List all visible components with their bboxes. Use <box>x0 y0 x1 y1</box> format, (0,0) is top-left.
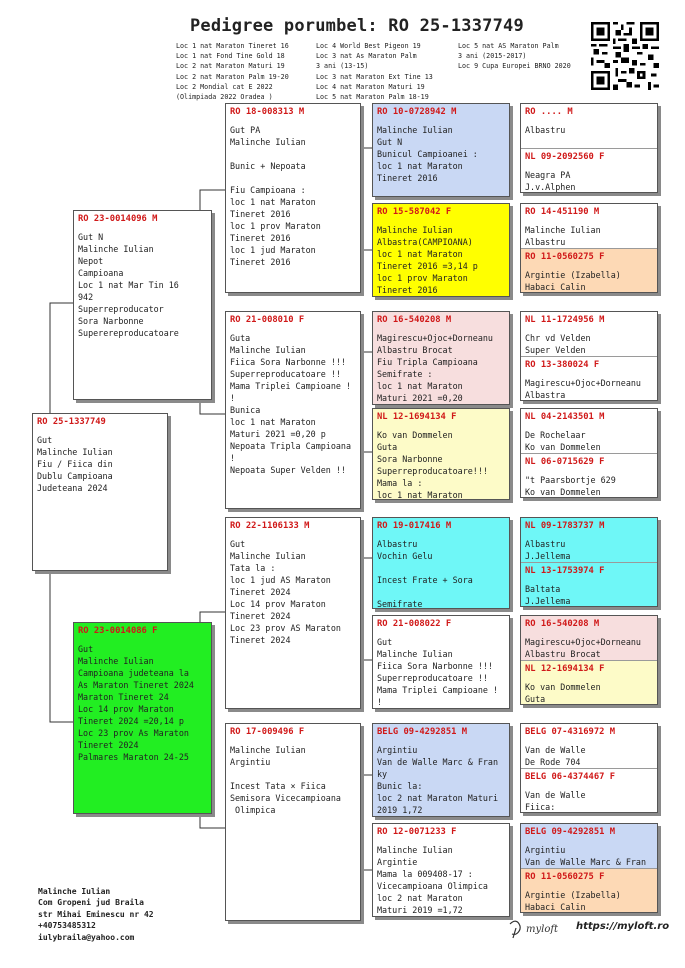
pigeon-card-pair <box>520 408 658 498</box>
pigeon-description: "t Paarsbortje 629 Ko van Dommelen <box>525 475 616 497</box>
pigeon-card-gg3[interactable] <box>372 311 510 405</box>
pigeon-ring-number: BELG 09-4292851 M <box>377 727 468 737</box>
pigeon-card-ggg2[interactable] <box>521 149 657 192</box>
pigeon-description: Gut Malinche Iulian Tata la : loc 1 jud AS Maraton Tineret 2024 Loc 14 prov Maraton Tineret 2024 Loc 23 prov AS Maraton Tineret 2024 <box>230 539 341 645</box>
pigeon-description: Neagra PA J.v.Alphen <box>525 170 576 192</box>
pigeon-card-ggg14[interactable] <box>521 769 657 812</box>
pigeon-ring-number: RO 25-1337749 <box>37 417 106 427</box>
pigeon-card-main[interactable] <box>32 413 168 571</box>
awards-column-1: Loc 1 nat Maraton Tineret 16 Loc 1 nat Fond Tine Gold 18 Loc 2 nat Maraton Maturi 19 Loc 2 nat Maraton Palm 19-20 Loc 2 Mondial cat E 2022 (Olimpiada 2022 Oradea ) <box>176 42 289 102</box>
pigeon-card-sire[interactable] <box>73 210 212 400</box>
pigeon-description: Gut Malinche Iulian Fiica Sora Narbonne !!! Superreproducatoare !! Mama Triplei Campioane ! ! <box>377 637 499 707</box>
pigeon-description: Argintie (Izabella) Habaci Calin <box>525 890 621 912</box>
pigeon-ring-number: RO 19-017416 M <box>377 521 452 531</box>
pigeon-ring-number: BELG 07-4316972 M <box>525 727 616 737</box>
pigeon-ring-number: RO 12-0071233 F <box>377 827 457 837</box>
pigeon-description: Gut Malinche Iulian Campioana judeteana la As Maraton Tineret 2024 Maraton Tineret 24 Loc 14 prov Maraton Tineret 2024 =20,14 p Loc 23 prov As Maraton Tineret 2024 Palmares Maraton 24-25 <box>78 644 194 762</box>
awards-column-3: Loc 5 nat AS Maraton Palm 3 ani (2015-2017) Loc 9 Cupa Europei BRNO 2020 <box>458 42 571 71</box>
pigeon-card-pair <box>520 723 658 813</box>
pigeon-description: Ko van Dommelen Guta Sora Narbonne Superreproducatoare!!! Mama la : loc 1 nat Maraton <box>377 430 488 500</box>
pigeon-card-ggg11[interactable] <box>521 616 657 660</box>
pigeon-card-ggg15[interactable] <box>521 824 657 868</box>
pigeon-ring-number: BELG 06-4374467 F <box>525 772 616 782</box>
pigeon-card-gg2[interactable] <box>372 203 510 297</box>
pigeon-ring-number: RO 15-587042 F <box>377 207 452 217</box>
pigeon-card-gg4[interactable] <box>372 408 510 500</box>
pigeon-description: Albastru J.Jellema <box>525 539 571 561</box>
pigeon-description: Albastru Vochin Gelu Incest Frate + Sora Semifrate <box>377 539 473 609</box>
owner-contact: Malinche Iulian Com Gropeni jud Braila str Mihai Eminescu nr 42 +40753485312 iulybraila@yahoo.com <box>38 887 154 942</box>
pigeon-ring-number: RO .... M <box>525 107 573 117</box>
pigeon-ring-number: RO 21-008022 F <box>377 619 452 629</box>
pigeon-description: Gut Malinche Iulian Fiu / Fiica din Dublu Campioana Judeteana 2024 <box>37 435 113 493</box>
pigeon-card-pair <box>520 615 658 705</box>
pigeon-description: Magirescu+Ojoc+Dorneanu Albastru Brocat <box>525 637 641 659</box>
pigeon-card-gg6[interactable] <box>372 615 510 709</box>
pigeon-card-gg7[interactable] <box>372 723 510 817</box>
pigeon-ring-number: NL 12-1694134 F <box>525 664 605 674</box>
pigeon-card-ggg6[interactable] <box>521 357 657 400</box>
pigeon-description: Magirescu+Ojoc+Dorneanu Albastru Brocat Fiu Tripla Campioana Semifrate : loc 1 nat Maraton Maturi 2021 =0,20 <box>377 333 493 403</box>
pigeon-description: Ko van Dommelen Guta <box>525 682 601 704</box>
page-title: Pedigree porumbel: RO 25-1337749 <box>190 16 524 36</box>
pigeon-card-ggg8[interactable] <box>521 454 657 497</box>
pigeon-description: Malinche Iulian Argintiu Incest Tata × Fiica Semisora Vicecampioana Olimpica <box>230 745 341 815</box>
pigeon-card-g2[interactable] <box>225 311 361 509</box>
pigeon-card-gg1[interactable] <box>372 103 510 197</box>
pigeon-card-pair <box>520 103 658 193</box>
pigeon-description: Baltata J.Jellema <box>525 584 571 606</box>
pigeon-ring-number: NL 12-1694134 F <box>377 412 457 422</box>
pigeon-card-ggg9[interactable] <box>521 518 657 562</box>
pigeon-description: Malinche Iulian Gut N Bunicul Campioanei : loc 1 nat Maraton Tineret 2016 <box>377 125 478 183</box>
pigeon-description: Albastru <box>525 125 566 135</box>
pigeon-card-ggg12[interactable] <box>521 661 657 704</box>
pigeon-ring-number: RO 11-0560275 F <box>525 872 605 882</box>
pigeon-description: Van de Walle De Rode 704 <box>525 745 586 767</box>
pigeon-ring-number: NL 11-1724956 M <box>525 315 605 325</box>
pigeon-ring-number: RO 17-009496 F <box>230 727 305 737</box>
pigeon-description: De Rochelaar Ko van Dommelen <box>525 430 601 452</box>
pigeon-description: Argintiu Van de Walle Marc & Fran <box>525 845 647 867</box>
pigeon-card-gg8[interactable] <box>372 823 510 917</box>
pigeon-ring-number: RO 23-0014096 M <box>78 214 158 224</box>
pigeon-description: Malinche Iulian Argintie Mama la 009408-17 : Vicecampioana Olimpica loc 2 nat Maraton Maturi 2019 =1,72 <box>377 845 488 915</box>
pigeon-ring-number: RO 16-540208 M <box>377 315 452 325</box>
pigeon-description: Magirescu+Ojoc+Dorneanu Albastra <box>525 378 641 400</box>
pigeon-card-ggg10[interactable] <box>521 563 657 606</box>
pigeon-description: Van de Walle Fiica: <box>525 790 586 812</box>
pigeon-ring-number: NL 04-2143501 M <box>525 412 605 422</box>
pigeon-description: Chr vd Velden Super Velden <box>525 333 591 355</box>
pigeon-ring-number: BELG 09-4292851 M <box>525 827 616 837</box>
pigeon-ring-number: RO 18-008313 M <box>230 107 305 117</box>
pigeon-card-ggg7[interactable] <box>521 409 657 453</box>
pigeon-card-pair <box>520 517 658 607</box>
pigeon-ring-number: RO 22-1106133 M <box>230 521 310 531</box>
myloft-logo-icon <box>508 918 568 940</box>
pigeon-description: Malinche Iulian Albastra(CAMPIOANA) loc 1 nat Maraton Tineret 2016 =3,14 p loc 1 prov Maraton Tineret 2016 <box>377 225 478 295</box>
pigeon-card-ggg16[interactable] <box>521 869 657 912</box>
pigeon-card-g1[interactable] <box>225 103 361 293</box>
pigeon-ring-number: RO 13-380024 F <box>525 360 600 370</box>
pigeon-card-dam[interactable] <box>73 622 212 814</box>
pigeon-ring-number: RO 10-0728942 M <box>377 107 457 117</box>
pigeon-ring-number: NL 09-1783737 M <box>525 521 605 531</box>
pigeon-description: Argintiu Van de Walle Marc & Fran ky Bunic la: loc 2 nat Maraton Maturi 2019 1,72 <box>377 745 499 815</box>
pigeon-description: Gut PA Malinche Iulian Bunic + Nepoata Fiu Campioana : loc 1 nat Maraton Tineret 2016 loc 1 prov Maraton Tineret 2016 loc 1 jud Maraton Tineret 2016 <box>230 125 321 267</box>
awards-column-2: Loc 4 World Best Pigeon 19 Loc 3 nat As Maraton Palm 3 ani (13-15) Loc 3 nat Maraton Ext Tine 13 Loc 4 nat Maraton Maturi 19 Loc 5 nat Maraton Palm 18-19 <box>316 42 433 102</box>
pigeon-description: Gut N Malinche Iulian Nepot Campioana Loc 1 nat Mar Tin 16 942 Superreproducator Sora Narbonne Superereproducatoare <box>78 232 179 338</box>
pigeon-card-pair <box>520 823 658 913</box>
pigeon-card-pair <box>520 311 658 401</box>
pigeon-card-ggg3[interactable] <box>521 204 657 248</box>
pigeon-card-ggg13[interactable] <box>521 724 657 768</box>
pigeon-description: Argintie (Izabella) Habaci Calin <box>525 270 621 292</box>
pigeon-card-g4[interactable] <box>225 723 361 921</box>
pigeon-description: Malinche Iulian Albastru <box>525 225 601 247</box>
svg-text:myloft: myloft <box>526 924 559 935</box>
pigeon-card-ggg1[interactable] <box>521 104 657 148</box>
pigeon-ring-number: NL 09-2092560 F <box>525 152 605 162</box>
pigeon-card-ggg4[interactable] <box>521 249 657 292</box>
pigeon-card-g3[interactable] <box>225 517 361 709</box>
pigeon-card-ggg5[interactable] <box>521 312 657 356</box>
pigeon-ring-number: RO 11-0560275 F <box>525 252 605 262</box>
pigeon-ring-number: RO 23-0014086 F <box>78 626 158 636</box>
pigeon-ring-number: NL 13-1753974 F <box>525 566 605 576</box>
pigeon-card-pair <box>520 203 658 293</box>
pigeon-card-gg5[interactable] <box>372 517 510 609</box>
pigeon-ring-number: RO 21-008010 F <box>230 315 305 325</box>
pigeon-description: Guta Malinche Iulian Fiica Sora Narbonne !!! Superreproducatoare !! Mama Triplei Campioane ! ! Bunica loc 1 nat Maraton Maturi 2021 =0,20 p Nepoata Tripla Campioana ! Nepoata Super Velden !! <box>230 333 352 475</box>
pigeon-ring-number: NL 06-0715629 F <box>525 457 605 467</box>
pigeon-ring-number: RO 14-451190 M <box>525 207 600 217</box>
pigeon-ring-number: RO 16-540208 M <box>525 619 600 629</box>
website-link[interactable]: https://myloft.ro <box>576 921 670 932</box>
